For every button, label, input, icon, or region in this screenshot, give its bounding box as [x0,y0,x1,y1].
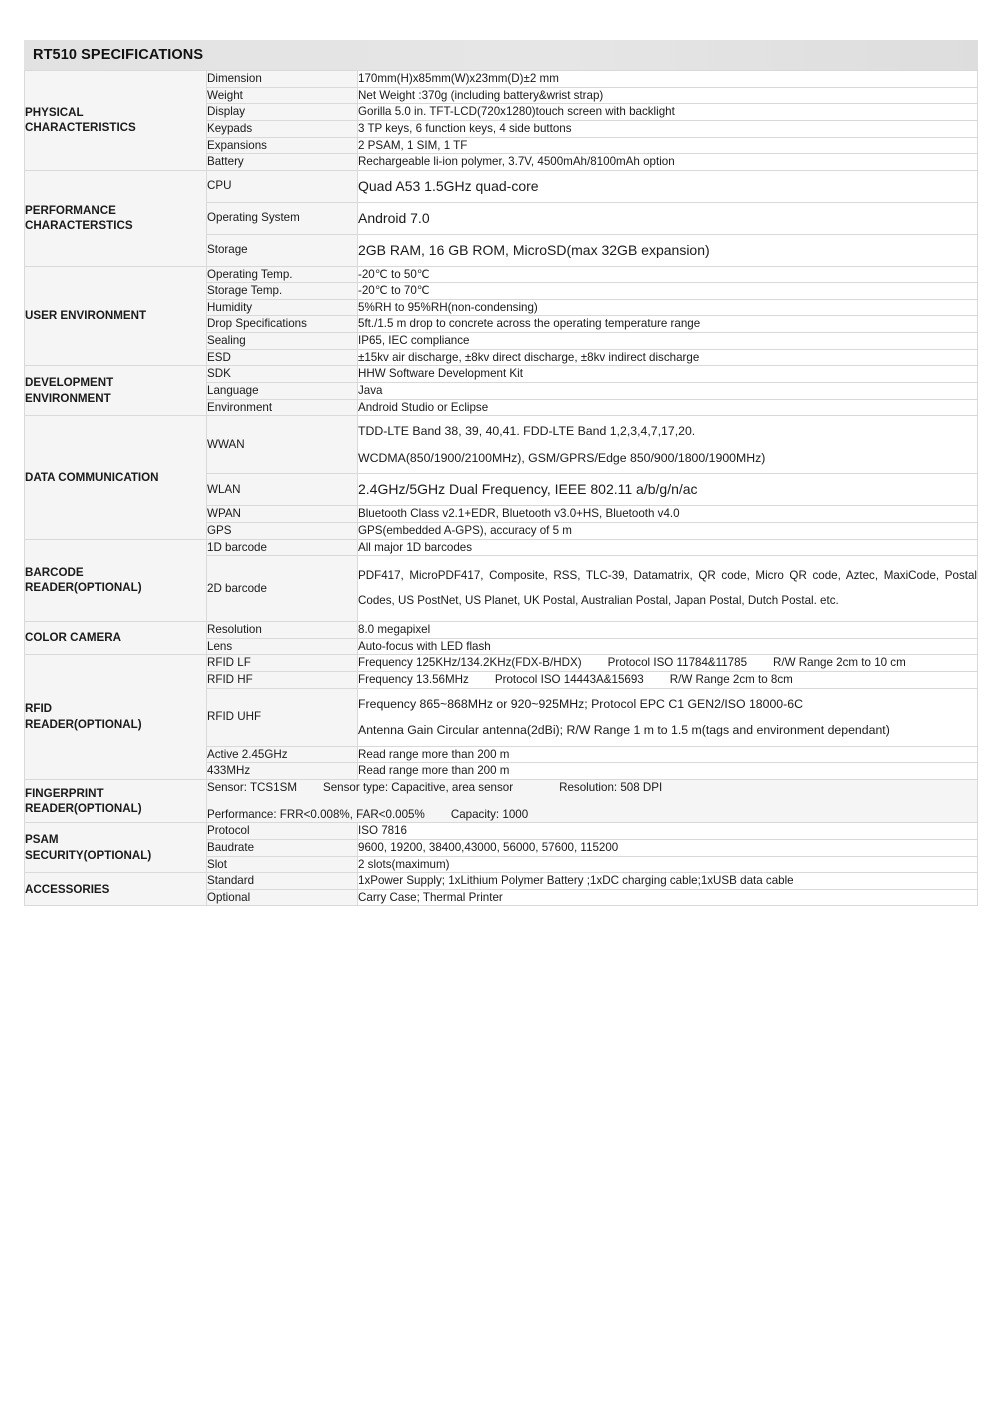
row-value: Read range more than 200 m [358,763,978,780]
value-line-1: Frequency 865~868MHz or 920~925MHz; Protocol EPC C1 GEN2/ISO 18000-6C [358,696,803,711]
fingerprint-line-2 [207,807,977,823]
row-key: WLAN [207,474,358,506]
value-line-2: Antenna Gain Circular antenna(2dBi); R/W Range 1 m to 1.5 m(tags and environment dependant) [358,723,890,738]
row-key: ESD [207,349,358,366]
fingerprint-performance: Performance: FRR<0.008%, FAR<0.005% [207,807,425,821]
rfid-hf-protocol: Protocol ISO 14443A&15693 [494,672,644,686]
table-row [25,416,978,474]
row-value [358,416,978,474]
row-value [358,688,978,746]
table-row [25,366,978,383]
row-value [358,655,978,672]
fingerprint-resolution: Resolution: 508 DPI [559,781,663,794]
row-value: 8.0 megapixel [358,621,978,638]
row-value: -20℃ to 70℃ [358,283,978,300]
row-value: 9600, 19200, 38400,43000, 56000, 57600, 115200 [358,839,978,856]
table-row [25,655,978,672]
section-label-physical: PHYSICAL CHARACTERISTICS [25,71,207,171]
row-value: Carry Case; Thermal Printer [358,889,978,906]
row-key: RFID LF [207,655,358,672]
section-label-fingerprint-reader: FINGERPRINT READER(OPTIONAL) [25,780,207,823]
table-row [25,266,978,283]
fingerprint-details [207,780,978,823]
value-line-1: TDD-LTE Band 38, 39, 40,41. FDD-LTE Band 1,2,3,4,7,17,20. [358,424,696,439]
row-key: Operating Temp. [207,266,358,283]
row-key: Optional [207,889,358,906]
row-value: 2 slots(maximum) [358,856,978,873]
section-label-color-camera: COLOR CAMERA [25,621,207,654]
table-row [25,873,978,890]
row-key: SDK [207,366,358,383]
row-value: 1xPower Supply; 1xLithium Polymer Battery ;1xDC charging cable;1xUSB data cable [358,873,978,890]
rfid-lf-protocol: Protocol ISO 11784&11785 [607,656,748,670]
row-value: Read range more than 200 m [358,746,978,763]
row-key: 2D barcode [207,556,358,622]
row-key: Battery [207,154,358,171]
row-key: Drop Specifications [207,316,358,333]
row-key: Sealing [207,333,358,350]
row-key: Keypads [207,120,358,137]
row-value: Rechargeable li-ion polymer, 3.7V, 4500mAh/8100mAh option [358,154,978,171]
row-key: WPAN [207,506,358,523]
row-value: 170mm(H)x85mm(W)x23mm(D)±2 mm [358,71,978,88]
section-label-performance: PERFORMANCE CHARACTERSTICS [25,170,207,266]
row-value: IP65, IEC compliance [358,333,978,350]
row-key: RFID UHF [207,688,358,746]
section-label-rfid-reader: RFID READER(OPTIONAL) [25,655,207,780]
row-key: CPU [207,170,358,202]
row-value: 5ft./1.5 m drop to concrete across the operating temperature range [358,316,978,333]
table-row [25,780,978,823]
row-key: Environment [207,399,358,416]
row-key: Baudrate [207,839,358,856]
row-key: Storage [207,234,358,266]
value-line-2: WCDMA(850/1900/2100MHz), GSM/GPRS/Edge 850/900/1800/1900MHz) [358,450,766,465]
row-key: 433MHz [207,763,358,780]
fingerprint-capacity: Capacity: 1000 [450,807,529,821]
specifications-table [24,70,978,906]
row-value: Gorilla 5.0 in. TFT-LCD(720x1280)touch screen with backlight [358,104,978,121]
table-row [25,170,978,202]
spec-title-bar [24,40,978,70]
row-value [358,671,978,688]
row-key: WWAN [207,416,358,474]
row-value: Bluetooth Class v2.1+EDR, Bluetooth v3.0+HS, Bluetooth v4.0 [358,506,978,523]
row-key: Display [207,104,358,121]
section-label-user-environment: USER ENVIRONMENT [25,266,207,366]
row-value: -20℃ to 50℃ [358,266,978,283]
row-key: RFID HF [207,671,358,688]
row-key: Humidity [207,299,358,316]
fingerprint-sensor-type: Sensor type: Capacitive, area sensor [323,781,514,794]
table-row [25,823,978,840]
page-title: RT510 SPECIFICATIONS [33,47,204,63]
row-value: Auto-focus with LED flash [358,638,978,655]
row-key: Operating System [207,202,358,234]
table-row [25,539,978,556]
row-key: Weight [207,87,358,104]
row-value: Net Weight :370g (including battery&wrist strap) [358,87,978,104]
row-key: Resolution [207,621,358,638]
fingerprint-sensor: Sensor: TCS1SM [207,781,297,794]
row-key: Standard [207,873,358,890]
row-key: Active 2.45GHz [207,746,358,763]
row-value: ±15kv air discharge, ±8kv direct discharge, ±8kv indirect discharge [358,349,978,366]
row-key: GPS [207,523,358,540]
fingerprint-line-1 [207,780,977,796]
section-label-psam-security: PSAM SECURITY(OPTIONAL) [25,823,207,873]
section-label-barcode-reader: BARCODE READER(OPTIONAL) [25,539,207,621]
row-value: 2GB RAM, 16 GB ROM, MicroSD(max 32GB expansion) [358,234,978,266]
rfid-hf-frequency: Frequency 13.56MHz [358,672,469,686]
row-value: Android 7.0 [358,202,978,234]
section-label-accessories: ACCESSORIES [25,873,207,906]
row-key: Storage Temp. [207,283,358,300]
rfid-hf-range: R/W Range 2cm to 8cm [669,672,793,686]
section-label-development: DEVELOPMENT ENVIRONMENT [25,366,207,416]
row-value: Java [358,383,978,400]
section-label-data-communication: DATA COMMUNICATION [25,416,207,539]
table-row [25,71,978,88]
row-value: GPS(embedded A-GPS), accuracy of 5 m [358,523,978,540]
row-key: Expansions [207,137,358,154]
row-value: PDF417, MicroPDF417, Composite, RSS, TLC-39, Datamatrix, QR code, Micro QR code, Aztec, MaxiCode, Postal Codes, US PostNet, US Planet, UK Postal, Australian Postal, Japan Postal, Dutch Postal. etc. [358,556,978,622]
rfid-lf-frequency: Frequency 125KHz/134.2KHz(FDX-B/HDX) [358,656,582,670]
row-key: Slot [207,856,358,873]
row-key: Lens [207,638,358,655]
table-row [25,621,978,638]
row-value: 2 PSAM, 1 SIM, 1 TF [358,137,978,154]
row-key: Dimension [207,71,358,88]
row-value: 2.4GHz/5GHz Dual Frequency, IEEE 802.11 a/b/g/n/ac [358,474,978,506]
row-value: 3 TP keys, 6 function keys, 4 side buttons [358,120,978,137]
row-value: Android Studio or Eclipse [358,399,978,416]
row-value: HHW Software Development Kit [358,366,978,383]
rfid-lf-range: R/W Range 2cm to 10 cm [773,656,906,670]
row-value: Quad A53 1.5GHz quad-core [358,170,978,202]
row-key: Protocol [207,823,358,840]
row-value: ISO 7816 [358,823,978,840]
row-key: 1D barcode [207,539,358,556]
row-key: Language [207,383,358,400]
row-value: All major 1D barcodes [358,539,978,556]
row-value: 5%RH to 95%RH(non-condensing) [358,299,978,316]
